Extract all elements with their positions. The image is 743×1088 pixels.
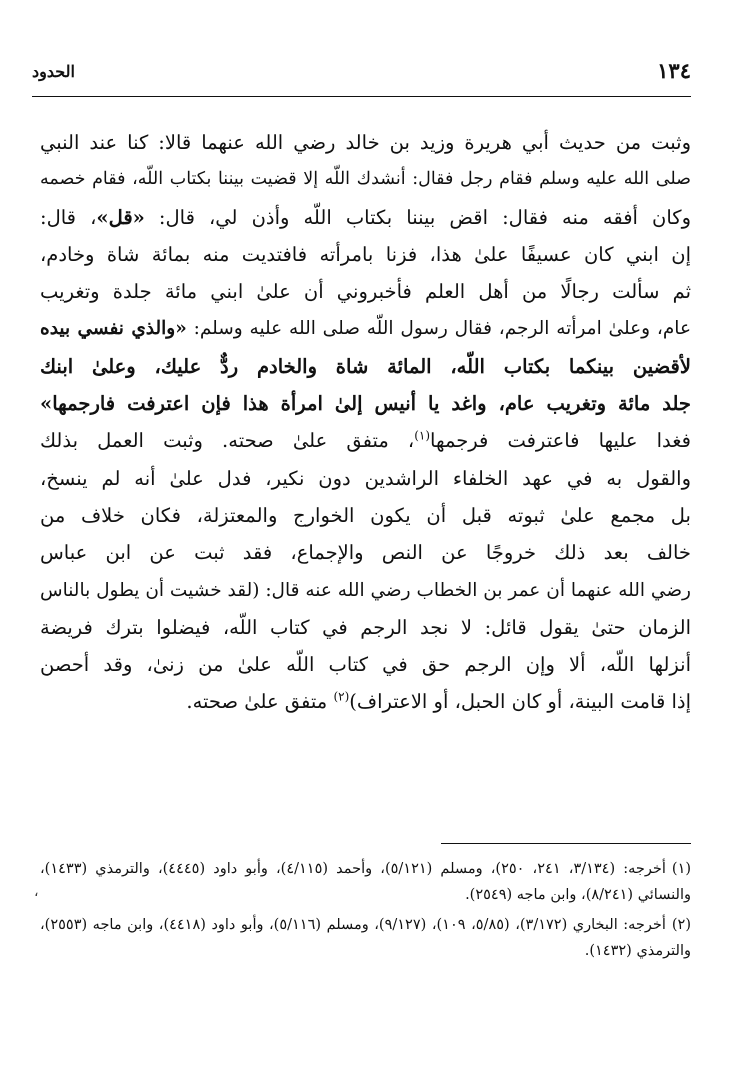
line-text: ثم سألت رجالًا من أهل العلم فأخبروني أن علىٰ ابني مائة جلدة وتغريب bbox=[40, 280, 691, 304]
line-text: وكان أفقه منه فقال: اقض بيننا بكتاب اللّه وأذن لي، قال: bbox=[144, 205, 691, 229]
page-number: ١٣٤ bbox=[657, 58, 691, 83]
line-text: بل مجمع علىٰ ثبوته قبل أن يكون الخوارج والمعتزلة، فكان خلاف من bbox=[40, 503, 691, 527]
text-line bbox=[40, 385, 691, 422]
footnote-text: أخرجه: البخاري (٣/١٧٢)، (٥/٨٥، ١٠٩)، (٩/١٢٧)، ومسلم (٥/١١٦)، وأبو داود (٤٤١٨)، وابن ماجه (٢٥٥٣)، والترمذي (١٤٣٢). bbox=[40, 917, 691, 959]
footnote-text: أخرجه: (٣/١٣٤، ٢٤١، ٢٥٠)، ومسلم (٥/١٢١)، وأحمد (٤/١١٥)، وأبو داود (٤٤٤٥)، والترمذي (١٤٣٣)، والنسائي (٨/٢٤١)، وابن ماجه (٢٥٤٩). bbox=[40, 861, 691, 903]
header-rule bbox=[32, 96, 691, 97]
text-line bbox=[40, 534, 691, 571]
footnote-reference: (١) bbox=[414, 428, 431, 443]
line-text: صلى الله عليه وسلم فقام رجل فقال: أنشدك اللّه إلا قضيت بيننا بكتاب اللّه، فقام خصمه bbox=[40, 169, 691, 190]
text-line bbox=[40, 497, 691, 534]
text-line bbox=[40, 236, 691, 273]
text-line bbox=[40, 348, 691, 385]
line-text: أنزلها اللّه، ألا وإن الرجم حق في كتاب اللّه علىٰ من زنىٰ، وقد أحصن bbox=[40, 653, 691, 677]
line-text: ، قال: bbox=[40, 205, 97, 229]
line-text: إذا قامت البينة، أو كان الحبل، أو الاعتراف) bbox=[349, 690, 691, 714]
line-text: رضي الله عنهما أن عمر بن الخطاب رضي الله عنه قال: (لقد خشيت أن يطول بالناس bbox=[40, 579, 691, 601]
text-line bbox=[40, 124, 691, 161]
line-text: عام، وعلىٰ امرأته الرجم، فقال رسول اللّه صلى الله عليه وسلم: bbox=[186, 318, 691, 340]
body-text bbox=[40, 124, 691, 721]
footnotes bbox=[40, 856, 691, 968]
line-text: فغدا عليها فاعترفت فرجمها bbox=[430, 429, 691, 453]
hadith-quote: لأقضين بينكما بكتاب اللّه، المائة شاة والخادم ردٌّ عليك، وعلىٰ ابنك bbox=[40, 354, 691, 378]
hadith-quote: جلد مائة وتغريب عام، واغد يا أنيس إلىٰ امرأة هذا فإن اعترفت فارجمها» bbox=[40, 392, 691, 416]
line-text: الزمان حتىٰ يقول قائل: لا نجد الرجم في كتاب اللّه، فيضلوا بترك فريضة bbox=[40, 615, 691, 639]
line-text: متفق علىٰ صحته. bbox=[186, 690, 334, 714]
line-text: وثبت من حديث أبي هريرة وزيد بن خالد رضي الله عنهما قالا: كنا عند النبي bbox=[40, 131, 691, 154]
text-line bbox=[40, 161, 691, 198]
line-text: والقول به في عهد الخلفاء الراشدين دون نكير، فدل علىٰ أنه لم ينسخ، bbox=[40, 466, 691, 490]
line-text: إن ابني كان عسيفًا علىٰ هذا، فزنا بامرأته فافتديت منه بمائة شاة وخادم، bbox=[40, 242, 691, 266]
hadith-quote: «والذي نفسي بيده bbox=[40, 318, 187, 340]
text-line bbox=[40, 199, 691, 236]
hadith-quote: «قل» bbox=[96, 205, 145, 229]
footnote-number: (١) bbox=[671, 861, 692, 877]
text-line bbox=[40, 572, 691, 609]
text-line bbox=[40, 310, 691, 347]
line-text: ، متفق علىٰ صحته. وثبت العمل بذلك bbox=[40, 429, 415, 453]
line-text: خالف بعد ذلك خروجًا عن النص والإجماع، فقد ثبت عن ابن عباس bbox=[40, 541, 691, 565]
footnote-2 bbox=[40, 912, 691, 964]
running-title: الحدود bbox=[32, 62, 75, 81]
text-line bbox=[40, 609, 691, 646]
text-line bbox=[40, 460, 691, 497]
margin-mark: ، bbox=[34, 884, 39, 900]
text-line bbox=[40, 646, 691, 683]
footnote-number: (٢) bbox=[671, 917, 692, 933]
footnote-1 bbox=[40, 856, 691, 908]
text-line bbox=[40, 422, 691, 459]
page-header bbox=[32, 56, 691, 96]
footnote-divider bbox=[441, 843, 691, 844]
footnote-reference: (٢) bbox=[333, 689, 350, 704]
text-line bbox=[40, 273, 691, 310]
text-line bbox=[40, 683, 691, 720]
